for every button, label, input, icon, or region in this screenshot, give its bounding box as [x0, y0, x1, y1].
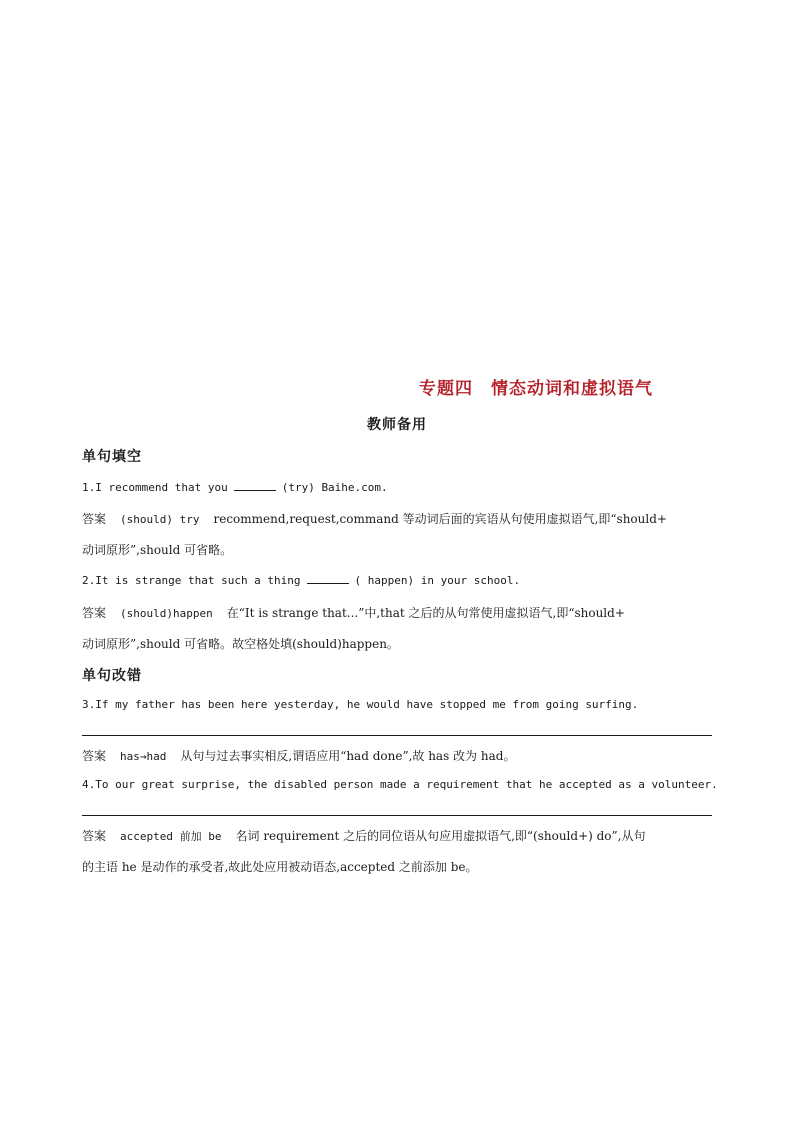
page-subtitle: 教师备用 — [367, 417, 427, 433]
answer-divider-3 — [82, 735, 712, 736]
question-1 — [82, 480, 722, 494]
question-1-prefix: 1.I recommend that you — [82, 481, 228, 494]
section-heading-correction: 单句改错 — [82, 668, 142, 684]
question-4: 4.To our great surprise, the disabled person made a requirement that he accepted as a volunteer. — [82, 778, 718, 791]
answer-1-explanation: recommend,request,command 等动词后面的宾语从句使用虚拟语气,即“should+ — [213, 512, 667, 526]
answer-3 — [82, 747, 722, 764]
answer-2-key: (should)happen — [120, 607, 213, 620]
answer-1-label: 答案 — [82, 512, 107, 526]
answer-2-label: 答案 — [82, 606, 107, 620]
page-title — [419, 374, 653, 399]
answer-1-continued: 动词原形”,should 可省略。 — [82, 543, 233, 557]
question-1-suffix: (try) Baihe.com. — [281, 481, 388, 494]
answer-2-explanation: 在“It is strange that...”中,that 之后的从句常使用虚拟语气,即“should+ — [226, 606, 625, 620]
section-heading-fill-in: 单句填空 — [82, 449, 142, 465]
answer-4-explanation: 名词 requirement 之后的同位语从句应用虚拟语气,即“(should+) do”,从句 — [235, 829, 646, 843]
question-1-blank — [234, 480, 276, 491]
question-2-prefix: 2.It is strange that such a thing — [82, 574, 301, 587]
answer-1-key: (should) try — [120, 513, 200, 526]
answer-1 — [82, 510, 722, 527]
answer-4-label: 答案 — [82, 829, 107, 843]
answer-3-explanation: 从句与过去事实相反,谓语应用“had done”,故 has 改为 had。 — [180, 749, 516, 763]
answer-3-key: has→had — [120, 750, 167, 763]
answer-4 — [82, 827, 722, 844]
question-3: 3.If my father has been here yesterday, he would have stopped me from going surfing. — [82, 698, 639, 711]
answer-2 — [82, 604, 722, 621]
topic-title: 情态动词和虚拟语气 — [491, 379, 653, 399]
question-2-blank — [307, 573, 349, 584]
answer-4-continued: 的主语 he 是动作的承受者,故此处应用被动语态,accepted 之前添加 be。 — [82, 860, 478, 874]
question-2 — [82, 573, 722, 587]
answer-3-label: 答案 — [82, 749, 107, 763]
answer-2-continued: 动词原形”,should 可省略。故空格处填(should)happen。 — [82, 637, 399, 651]
answer-4-key: accepted 前加 be — [120, 830, 222, 843]
topic-number: 专题四 — [419, 379, 473, 399]
answer-divider-4 — [82, 815, 712, 816]
question-2-suffix: ( happen) in your school. — [354, 574, 521, 587]
